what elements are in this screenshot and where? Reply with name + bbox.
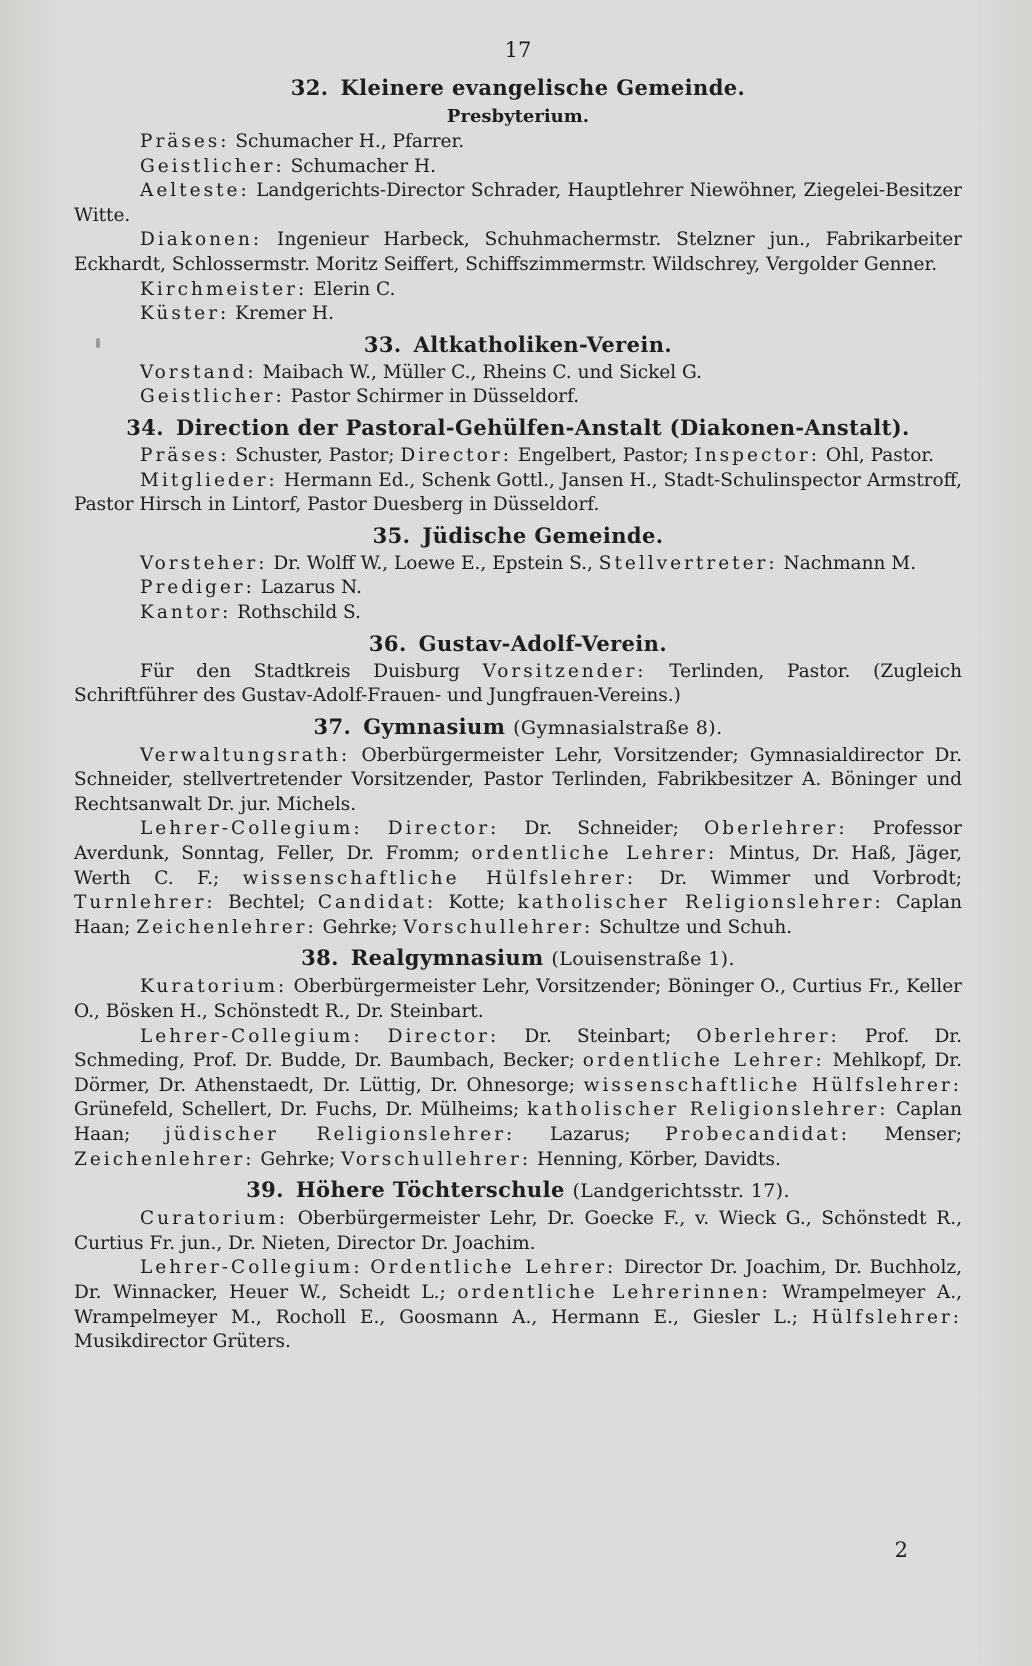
section-heading: [74, 1176, 962, 1205]
entry-text: Oberbürgermeister Lehr, Vorsitzender; Gymnasialdirector Dr. Schneider, stellvertretender Vorsitzender, Pastor Terlinden, Fabrikbesitzer A. Böninger und Rechtsanwalt Dr. jur. Michels.: [74, 744, 962, 815]
role-label: Prediger:: [140, 577, 255, 599]
entry-text: Landgerichts-Director Schrader, Hauptlehrer Niewöhner, Ziegelei-Besitzer Witte.: [74, 180, 962, 226]
section-heading: [74, 713, 962, 742]
role-label: Candidat:: [317, 892, 437, 914]
role-label: Kantor:: [140, 601, 232, 623]
role-label: Diakonen:: [140, 229, 263, 251]
section-heading: [74, 331, 962, 359]
section-number: 39.: [246, 1177, 284, 1203]
entry-text: Grünefeld, Schellert, Dr. Fuchs, Dr. Mülheims;: [74, 1099, 527, 1121]
entry-text: Dr. Schneider;: [499, 818, 705, 840]
role-label: Director:: [387, 1025, 500, 1047]
role-label: Vorstand:: [140, 361, 257, 383]
entry-paragraph: [74, 817, 962, 940]
page-number: 17: [504, 38, 532, 62]
role-label: Kuratorium:: [140, 976, 288, 998]
entry-paragraph: [74, 385, 962, 410]
section-title: Altkatholiken-Verein.: [413, 331, 673, 357]
entry-text: Ohl, Pastor.: [819, 444, 935, 466]
entry-text: Professor Averdunk, Sonntag, Feller, Dr. Fromm;: [74, 818, 962, 865]
entry-paragraph: [74, 179, 962, 228]
role-label: Director:: [387, 818, 500, 840]
entry-paragraph: [74, 278, 962, 303]
role-label: Oberlehrer:: [704, 818, 848, 840]
section-title: Realgymnasium: [350, 945, 544, 971]
role-label: Lehrer-Collegium:: [140, 818, 363, 840]
entry-text: Rothschild S.: [231, 601, 361, 623]
section-address: (Gymnasialstraße 8).: [513, 716, 723, 739]
entry-text: Schultze und Schuh.: [593, 916, 793, 938]
role-label: Geistlicher:: [140, 386, 285, 408]
role-label: Verwaltungsrath:: [140, 744, 351, 766]
entry-text: Gehrke;: [316, 916, 404, 938]
entry-text: Schuster, Pastor;: [229, 444, 401, 466]
section-39: [74, 1176, 962, 1355]
entry-text: Henning, Körber, Davidts.: [531, 1148, 781, 1170]
role-label: Vorsitzender:: [482, 660, 647, 682]
entry-text: Lazarus;: [515, 1124, 666, 1145]
entry-paragraph: [74, 660, 962, 709]
entry-paragraph: [74, 975, 962, 1024]
role-label: Lehrer-Collegium:: [140, 1025, 363, 1047]
entry-text: Terlinden, Pastor. (Zugleich Schriftführer des Gustav-Adolf-Frauen- und Jungfrauen-Vereins.): [74, 660, 962, 707]
section-heading: [74, 414, 962, 442]
section-title: Höhere Töchterschule: [295, 1177, 565, 1203]
section-33: [74, 331, 962, 410]
section-heading: [74, 522, 962, 550]
role-label: Ordentliche Lehrer:: [370, 1257, 617, 1279]
role-label: Inspector:: [694, 444, 820, 466]
section-title: Gustav-Adolf-Verein.: [418, 630, 668, 656]
entry-paragraph: [74, 1025, 962, 1173]
entry-text: Maibach W., Müller C., Rheins C. und Sickel G.: [256, 361, 703, 383]
section-address: (Landgerichtsstr. 17).: [572, 1180, 790, 1203]
entry-text: Gehrke;: [254, 1148, 342, 1170]
entry-paragraph: [74, 155, 962, 180]
section-number: 36.: [368, 630, 407, 656]
role-label: Küster:: [140, 303, 230, 325]
entry-text: Nachmann M.: [777, 552, 917, 574]
entry-text: [363, 818, 388, 839]
role-label: Geistlicher:: [140, 155, 285, 177]
section-35: [74, 522, 962, 626]
entry-text: Menser;: [850, 1124, 962, 1145]
entry-paragraph: [74, 744, 962, 818]
entry-text: Director Dr. Joachim, Dr. Buchholz, Dr. Winnacker, Heuer W., Scheidt L.;: [74, 1257, 962, 1303]
role-label: katholischer Religionslehrer:: [517, 892, 884, 914]
entry-text: Schumacher H., Pfarrer.: [229, 131, 465, 152]
entry-paragraph: [74, 469, 962, 518]
role-label: Mitglieder:: [140, 469, 278, 491]
entry-text: Pastor Schirmer in Düsseldorf.: [284, 386, 580, 408]
entry-text: Caplan Haan;: [74, 1099, 962, 1145]
role-label: Präses:: [140, 131, 230, 152]
section-title: Jüdische Gemeinde.: [422, 522, 664, 548]
role-label: katholischer Religionslehrer:: [526, 1099, 889, 1121]
section-number: 38.: [301, 945, 339, 971]
entry-text: [363, 1026, 388, 1047]
section-32: [74, 74, 962, 327]
section-36: [74, 630, 962, 709]
role-label: Aelteste:: [140, 180, 250, 202]
entry-text: Engelbert, Pastor;: [511, 444, 695, 466]
entry-text: Oberbürgermeister Lehr, Dr. Goecke F., v. Wieck G., Schönstedt R., Curtius Fr. jun., Dr. Nieten, Director Dr. Joachim.: [74, 1208, 962, 1254]
role-label: Curatorium:: [140, 1208, 288, 1230]
role-label: Turnlehrer:: [74, 892, 216, 914]
signature-mark: 2: [894, 1538, 908, 1562]
entry-text: Für den Stadtkreis Duisburg: [140, 660, 483, 682]
entry-paragraph: [74, 1207, 962, 1256]
entry-text: Ingenieur Harbeck, Schuhmachermstr. Stelzner jun., Fabrikarbeiter Eckhardt, Schlossermstr. Moritz Seiffert, Schiffszimmermstr. Wildschrey, Vergolder Genner.: [74, 229, 962, 275]
role-label: wissenschaftliche Hülfslehrer:: [583, 1074, 962, 1096]
role-label: Director:: [400, 444, 512, 466]
entry-text: Dr. Wimmer und Vorbrodt;: [636, 867, 962, 889]
section-address: (Louisenstraße 1).: [551, 948, 735, 971]
entry-text: Mintus, Dr. Haß, Jäger, Werth C. F.;: [74, 843, 963, 889]
entry-paragraph: [74, 601, 962, 626]
entry-text: Kremer H.: [229, 303, 335, 325]
entry-paragraph: [74, 1256, 962, 1354]
role-label: jüdischer Religionslehrer:: [165, 1124, 516, 1145]
page-content: [74, 74, 962, 1355]
role-label: ordentliche Lehrerinnen:: [457, 1281, 771, 1303]
role-label: Vorschullehrer:: [341, 1148, 532, 1170]
section-heading: [74, 944, 962, 973]
section-number: 37.: [313, 713, 352, 739]
entry-paragraph: [74, 228, 962, 277]
entry-paragraph: [74, 302, 962, 327]
role-label: Oberlehrer:: [696, 1025, 840, 1047]
entry-text: Musikdirector Grüters.: [74, 1331, 291, 1353]
role-label: Zeichenlehrer:: [74, 1148, 255, 1170]
entry-text: Wrampelmeyer A., Wrampelmeyer M., Rocholl E., Goosmann A., Hermann E., Giesler L.;: [74, 1281, 962, 1328]
role-label: wissenschaftliche Hülfslehrer:: [242, 867, 637, 889]
role-label: ordentliche Lehrer:: [582, 1050, 825, 1072]
role-label: Kirchmeister:: [140, 278, 308, 300]
entry-paragraph: [74, 130, 962, 155]
section-38: [74, 944, 962, 1172]
role-label: Vorsteher:: [140, 552, 268, 574]
role-label: Zeichenlehrer:: [136, 916, 317, 938]
paper-blemish: [96, 338, 100, 348]
section-34: [74, 414, 962, 518]
entry-paragraph: [74, 361, 962, 386]
entry-text: Prof. Dr. Schmeding, Prof. Dr. Budde, Dr. Baumbach, Becker;: [74, 1025, 962, 1072]
entry-text: Lazarus N.: [254, 577, 362, 599]
entry-text: Kotte;: [436, 892, 518, 914]
entry-text: Schumacher H.: [284, 155, 436, 177]
role-label: Lehrer-Collegium:: [140, 1257, 363, 1279]
role-label: Stellvertreter:: [598, 552, 778, 574]
entry-text: Elerin C.: [307, 278, 396, 300]
entry-paragraph: [74, 552, 962, 577]
section-number: 33.: [363, 331, 402, 357]
section-title: Kleinere evangelische Gemeinde.: [340, 75, 746, 100]
section-number: 35.: [372, 522, 411, 548]
section-37: [74, 713, 962, 941]
section-title: Gymnasium: [363, 713, 506, 739]
entry-text: Dr. Wolff W., Loewe E., Epstein S.,: [267, 552, 599, 574]
section-title: Direction der Pastoral-Gehülfen-Anstalt (Diakonen-Anstalt).: [175, 414, 910, 440]
role-label: Vorschullehrer:: [403, 916, 594, 938]
role-label: ordentliche Lehrer:: [471, 843, 718, 865]
section-number: 32.: [290, 75, 329, 100]
role-label: Hülfslehrer:: [812, 1306, 962, 1328]
entry-paragraph: [74, 576, 962, 601]
entry-text: Mehlkopf, Dr. Dörmer, Dr. Athenstaedt, Dr. Lüttig, Dr. Ohnesorge;: [74, 1050, 962, 1096]
entry-text: Bechtel;: [215, 892, 318, 914]
section-number: 34.: [126, 414, 164, 440]
section-subtitle: Presbyterium.: [446, 106, 590, 127]
section-heading: [74, 74, 962, 102]
entry-text: Dr. Steinbart;: [499, 1025, 697, 1047]
section-heading: [74, 630, 962, 658]
entry-text: Oberbürgermeister Lehr, Vorsitzender; Böninger O., Curtius Fr., Keller O., Bösken H., Schönstedt R., Dr. Steinbart.: [74, 976, 962, 1023]
role-label: Präses:: [140, 444, 230, 466]
entry-text: Caplan Haan;: [74, 892, 962, 938]
entry-paragraph: [74, 444, 962, 469]
entry-text: Hermann Ed., Schenk Gottl., Jansen H., Stadt-Schulinspector Armstroff, Pastor Hirsch in Lintorf, Pastor Duesberg in Düsseldorf.: [74, 469, 962, 516]
role-label: Probecandidat:: [665, 1124, 850, 1145]
